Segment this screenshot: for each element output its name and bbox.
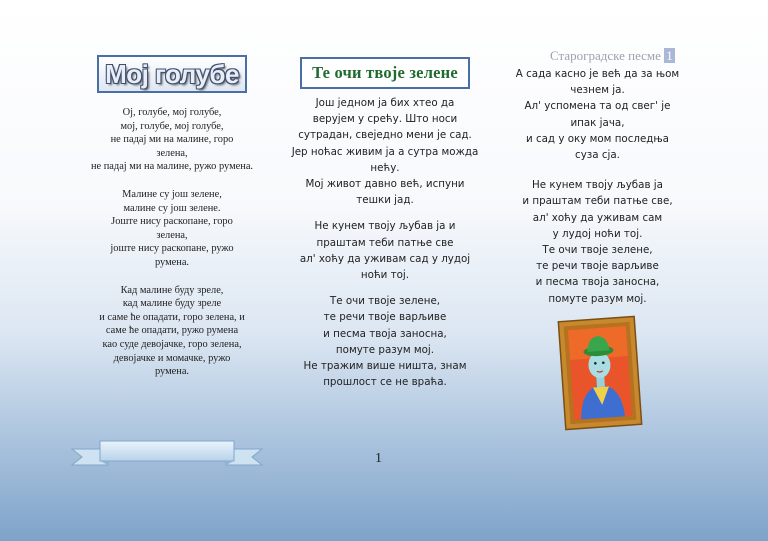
header-page-number: 1 xyxy=(666,48,673,63)
stanza: Не кунем твоју љубав ја и праштам теби патње све ал' хоћу да уживам сад у лудој ноћи тој. xyxy=(299,220,471,282)
poem-title-moj-golube: Мој голубе xyxy=(97,55,247,93)
stanza: А сада касно је већ да за њом чезнем ја. Ал' успомена та од свег' је ипак јача, и сад у оку мом последња суза сја. xyxy=(515,68,680,162)
stanza: Те очи твоје зелене, те речи твоје варљиве и песма твоја заносна, помуте разум мој. Не тражим више ништа, знам прошлост се не враћа. xyxy=(303,295,467,389)
poem-title-te-oci: Те очи твоје зелене xyxy=(300,57,470,89)
left-poem xyxy=(72,106,272,379)
middle-column xyxy=(285,57,485,400)
stanza: Још једном ја бих хтео да верујем у срећу. Што носи сутрадан, свеједно мени је сад. Јер ноћас живим ја а сутра можда нећу. Мој живот давно већ, испуни тешки јад. xyxy=(291,97,479,207)
middle-poem xyxy=(285,95,485,390)
stanza: Ој, голубе, мој голубе, мој, голубе, мој голубе, не падај ми на малине, горо зелена, не падај ми на малине, ружо румена. xyxy=(90,107,254,173)
page-number: 1 xyxy=(375,451,382,466)
stanza: Кад малине буду зреле, кад малине буду зреле и саме ће опадати, горо зелена, и саме ће опадати, ружо румена као суде девојачке, горо зелена, девојачке и момачке, ружо румена. xyxy=(99,284,245,378)
left-column xyxy=(72,55,272,393)
framed-portrait-image xyxy=(556,315,644,432)
stanza: Не кунем твоју љубав ја и праштам теби патње све, ал' хоћу да уживам сам у лудој ноћи тој. Те очи твоје зелене, те речи твоје варљиве и песма твоја заносна, помуте разум мој. xyxy=(522,179,673,305)
section-title: Староградске песме xyxy=(550,48,661,63)
right-column xyxy=(500,66,695,321)
stanza: Малине су још зелене, малине су још зелене. Јоште нису раскопане, горо зелена, јоште нису раскопане, ружо румена. xyxy=(110,188,234,268)
running-header xyxy=(550,48,675,64)
ribbon-banner xyxy=(70,435,264,471)
